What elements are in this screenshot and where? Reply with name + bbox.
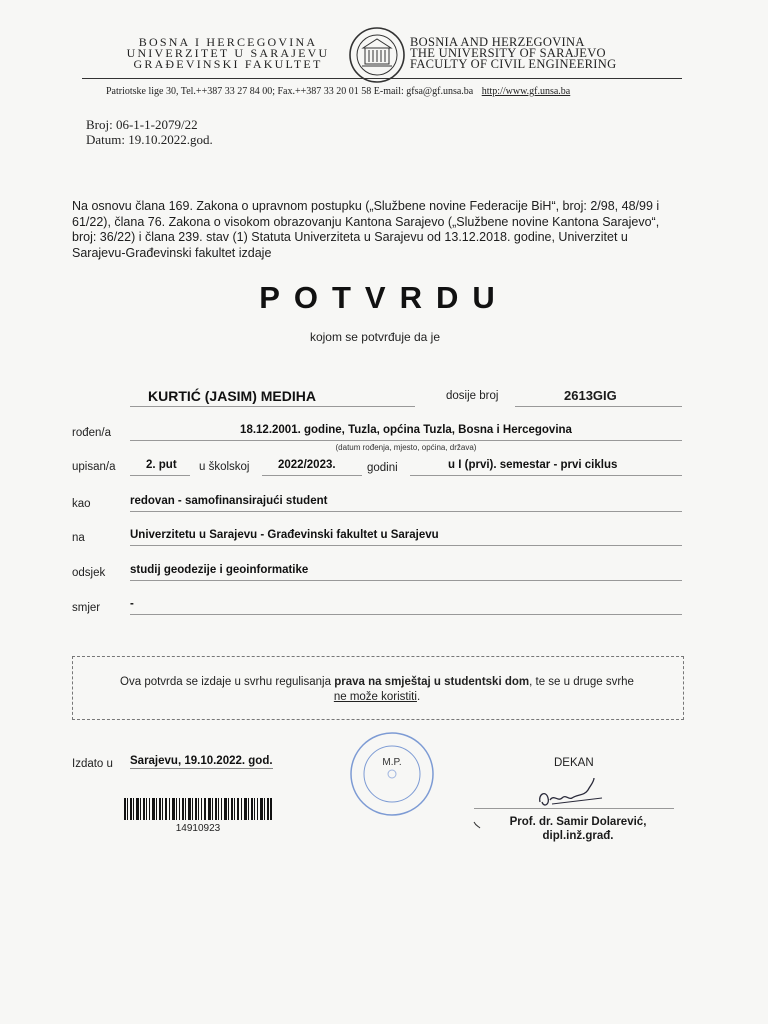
header-left-line-2: UNIVERZITET U SARAJEVU [126,46,330,60]
header-right-line-3: FACULTY OF CIVIL ENGINEERING [410,57,617,71]
izdato-value: Sarajevu, 19.10.2022. god. [130,755,273,767]
izdato-label: Izdato u [72,758,113,770]
godini-label: godini [367,462,398,474]
upisan-value: 2. put [146,459,177,471]
header-right-line-2: THE UNIVERSITY OF SARAJEVO [410,46,606,60]
year-underline [262,475,362,476]
intro-paragraph: Na osnovu člana 169. Zakona o upravnom postupku („Službene novine Federacije BiH“, broj: 2/98, 48/99 i 61/22), člana 76. Zakona o visokom obrazovanju Kantona Sarajevo („Službene novine Kantona Sarajevo“, broj: 36/22) i člana 239. stav (1) Statuta Univerziteta u Sarajevu od 13.12.2018. godine, Univerzitet u Sarajevu-Građevinski fakultet izdaje [72,199,660,260]
broj-line: Broj: 06-1-1-2079/22 [86,117,198,132]
kao-value: redovan - samofinansirajući student [130,495,328,507]
header-left [108,37,348,70]
roden-underline [130,440,682,441]
smjer-underline [130,614,682,615]
header-left-line-1: BOSNA I HERCEGOVINA [138,35,318,49]
na-underline [130,545,682,546]
skolskoj-label: u školskoj [199,461,250,473]
official-stamp [348,730,436,818]
header-left-line-3: GRAĐEVINSKI FAKULTET [133,57,323,71]
semester-underline [410,475,682,476]
odsjek-value: studij geodezije i geoinformatike [130,564,309,576]
signature-line [474,808,674,809]
odsjek-underline [130,580,682,581]
header-right [410,37,700,70]
reference-block [86,117,213,147]
signatory-block [478,815,678,843]
website-link[interactable]: http://www.gf.unsa.ba [481,86,571,97]
address-line [106,86,696,97]
purpose-text [80,675,674,705]
purpose-end: . [416,691,421,703]
barcode-number: 14910923 [175,823,221,834]
university-seal [348,26,406,84]
address-text: Patriotske lige 30, Tel.++387 33 27 84 00; Fax.++387 33 20 01 58 E-mail: gfsa@gf.unsa.ba [106,86,474,97]
header-rule [82,78,682,79]
smjer-label: smjer [72,602,101,614]
document-title: POTVRDU [259,280,509,315]
na-label: na [72,532,85,544]
dosije-underline [515,406,682,407]
dekan-label: DEKAN [554,757,594,769]
purpose-underline: ne može koristiti [333,691,417,703]
signatory-name: Prof. dr. Samir Dolarević, [509,816,647,828]
dosije-value: 2613GIG [564,388,617,403]
mp-label: M.P. [382,757,402,768]
student-name-underline [130,406,415,407]
header-right-line-1: BOSNIA AND HERZEGOVINA [410,35,585,49]
upisan-underline [130,475,190,476]
smjer-value: - [130,598,134,610]
upisan-label: upisan/a [72,461,116,473]
barcode [124,798,272,820]
student-name: KURTIĆ (JASIM) MEDIHA [148,388,316,404]
dosije-label: dosije broj [446,390,499,402]
odsjek-label: odsjek [72,567,106,579]
semester-value: u I (prvi). semestar - prvi ciklus [448,459,618,471]
document-subtitle: kojom se potvrđuje da je [309,330,441,344]
roden-value: 18.12.2001. godine, Tuzla, općina Tuzla, Bosna i Hercegovina [240,424,572,436]
na-value: Univerzitetu u Sarajevu - Građevinski fakultet u Sarajevu [130,529,439,541]
roden-label: rođen/a [72,427,112,439]
roden-caption: (datum rođenja, mjesto, općina, država) [335,443,477,452]
kao-label: kao [72,498,91,510]
kao-underline [130,511,682,512]
purpose-prefix: Ova potvrda se izdaje u svrhu regulisanja [120,676,335,688]
purpose-suffix: , te se u druge svrhe [529,676,634,688]
signatory-title: dipl.inž.građ. [542,830,614,842]
year-value: 2022/2023. [278,459,336,471]
purpose-bold: prava na smještaj u studentski dom [334,676,530,688]
datum-line: Datum: 19.10.2022.god. [86,132,213,147]
